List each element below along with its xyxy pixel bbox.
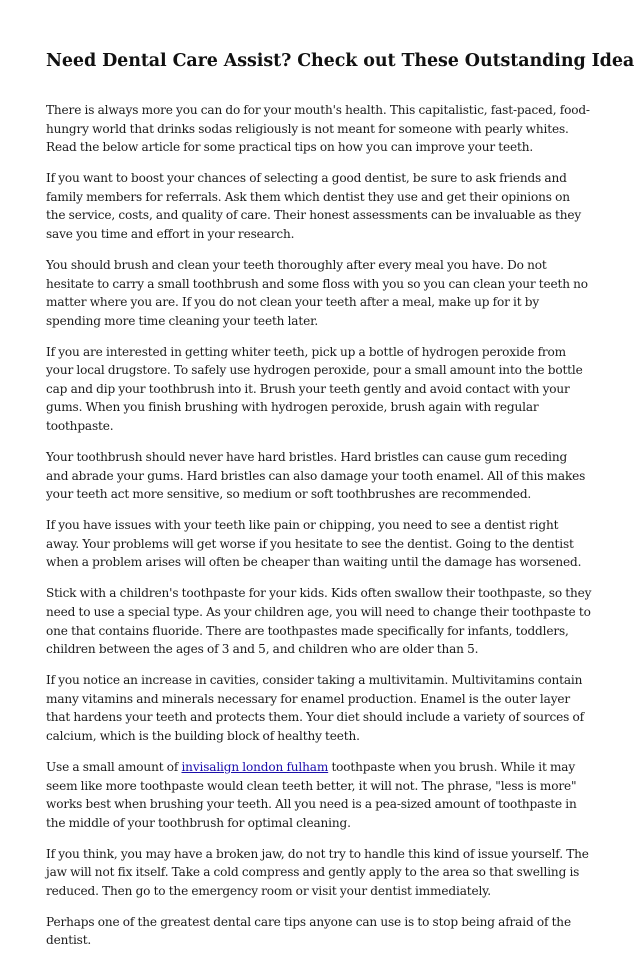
- page-title: Need Dental Care Assist? Check out These Outstanding Idea: [46, 51, 635, 71]
- paragraph-8: If you notice an increase in cavities, consider taking a multivitamin. Multivitamins contain many vitamins and minerals necessary for enamel production. Enamel is the outer layer that hardens your teeth and protects them. Your diet should include a variety of sources of calcium, which is the building block of healthy teeth.: [46, 673, 584, 743]
- paragraph-11: Perhaps one of the greatest dental care tips anyone can use is to stop being afraid of the dentist.: [46, 914, 571, 948]
- paragraph-5: Your toothbrush should never have hard bristles. Hard bristles can cause gum receding and abrade your gums. Hard bristles can also damage your tooth enamel. All of this makes your teeth act more sensitive, so medium or soft toothbrushes are recommended.: [46, 450, 586, 502]
- article-body: [46, 101, 592, 962]
- paragraph-10: If you think, you may have a broken jaw, do not try to handle this kind of issue yourself. The jaw will not fix itself. Take a cold compress and gently apply to the area so that swelling is reduced. Then go to the emergency room or visit your dentist immediately.: [46, 846, 589, 898]
- paragraph-9: [46, 758, 592, 832]
- invisalign-link[interactable]: invisalign london fulham: [181, 759, 329, 774]
- paragraph-6: If you have issues with your teeth like pain or chipping, you need to see a dentist right away. Your problems will get worse if you hesitate to see the dentist. Going to the dentist when a problem arises will often be cheaper than waiting until the damage has worsened.: [46, 518, 582, 570]
- paragraph-1: There is always more you can do for your mouth's health. This capitalistic, fast-paced, food-hungry world that drinks sodas religiously is not meant for someone with pearly whites. Read the below article for some practical tips on how you can improve your teeth.: [46, 103, 590, 155]
- paragraph-2: If you want to boost your chances of selecting a good dentist, be sure to ask friends and family members for referrals. Ask them which dentist they use and get their opinions on the service, costs, and quality of care. Their honest assessments can be invaluable as they save you time and effort in your research.: [46, 171, 582, 241]
- paragraph-9-before: Use a small amount of: [46, 759, 182, 774]
- paragraph-7: Stick with a children's toothpaste for your kids. Kids often swallow their toothpaste, so they need to use a special type. As your children age, you will need to change their toothpaste to one that contains fluoride. There are toothpastes made specifically for infants, toddlers, children between the ages of 3 and 5, and children who are older than 5.: [46, 586, 592, 657]
- paragraph-9-after: toothpaste when you brush. While it may seem like more toothpaste would clean teeth better, it will not. The phrase, "less is more" works best when brushing your teeth. All you need is a pea-sized amount of toothpaste in the middle of your toothbrush for optimal cleaning.: [46, 759, 577, 830]
- paragraph-3: You should brush and clean your teeth thoroughly after every meal you have. Do not hesitate to carry a small toothbrush and some floss with you so you can clean your teeth no matter where you are. If you do not clean your teeth after a meal, make up for it by spending more time cleaning your teeth later.: [46, 257, 588, 328]
- paragraph-4: If you are interested in getting whiter teeth, pick up a bottle of hydrogen peroxide from your local drugstore. To safely use hydrogen peroxide, pour a small amount into the bottle cap and dip your toothbrush into it. Brush your teeth gently and avoid contact with your gums. When you finish brushing with hydrogen peroxide, brush again with regular toothpaste.: [46, 344, 583, 434]
